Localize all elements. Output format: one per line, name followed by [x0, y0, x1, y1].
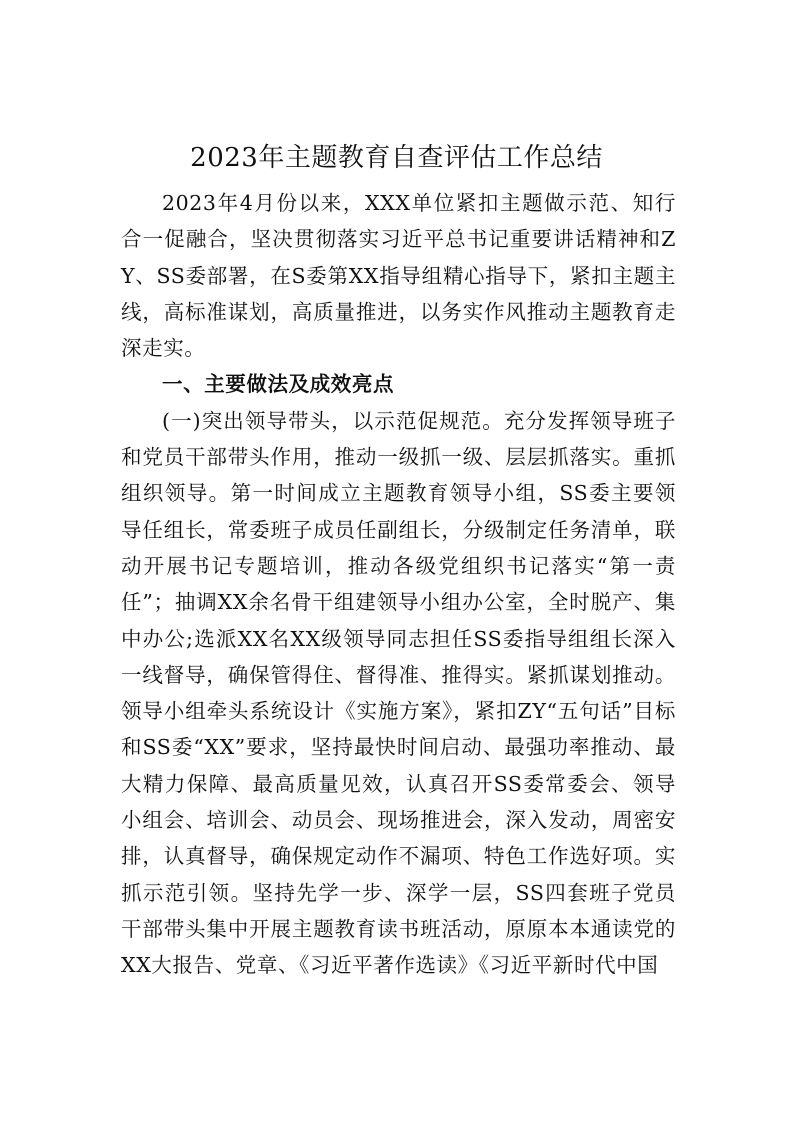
- section-heading: 一、主要做法及成效亮点: [162, 372, 395, 397]
- intro-paragraph: 2023年4月份以来，XXX单位紧扣主题做示范、知行合一促融合，坚决贯彻落实习近平总书记重要讲话精神和ZY、SS委部署，在S委第XX指导组精心指导下，紧扣主题主线，高标准谋划，高质量推进，以务实作风推动主题教育走深走实。: [121, 191, 676, 361]
- document-body: [121, 185, 676, 984]
- body-paragraph: (一)突出领导带头，以示范促规范。充分发挥领导班子和党员干部带头作用，推动一级抓一级、层层抓落实。重抓组织领导。第一时间成立主题教育领导小组，SS委主要领导任组长，常委班子成员任副组长，分级制定任务清单，联动开展书记专题培训，推动各级党组织书记落实“第一责任”；抽调XX余名骨干组建领导小组办公室，全时脱产、集中办公;选派XX名XX级领导同志担任SS委指导组组长深入一线督导，确保管得住、督得准、推得实。紧抓谋划推动。领导小组牵头系统设计《实施方案》，紧扣ZY“五句话”目标和SS委“XX”要求，坚持最快时间启动、最强功率推动、最大精力保障、最高质量见效，认真召开SS委常委会、领导小组会、培训会、动员会、现场推进会，深入发动，周密安排，认真督导，确保规定动作不漏项、特色工作选好项。实抓示范引领。坚持先学一步、深学一层，SS四套班子党员干部带头集中开展主题教育读书班活动，原原本本通读党的XX大报告、党章、《习近平著作选读》《习近平新时代中国: [121, 408, 676, 978]
- document-title: 2023年主题教育自查评估工作总结: [190, 143, 603, 173]
